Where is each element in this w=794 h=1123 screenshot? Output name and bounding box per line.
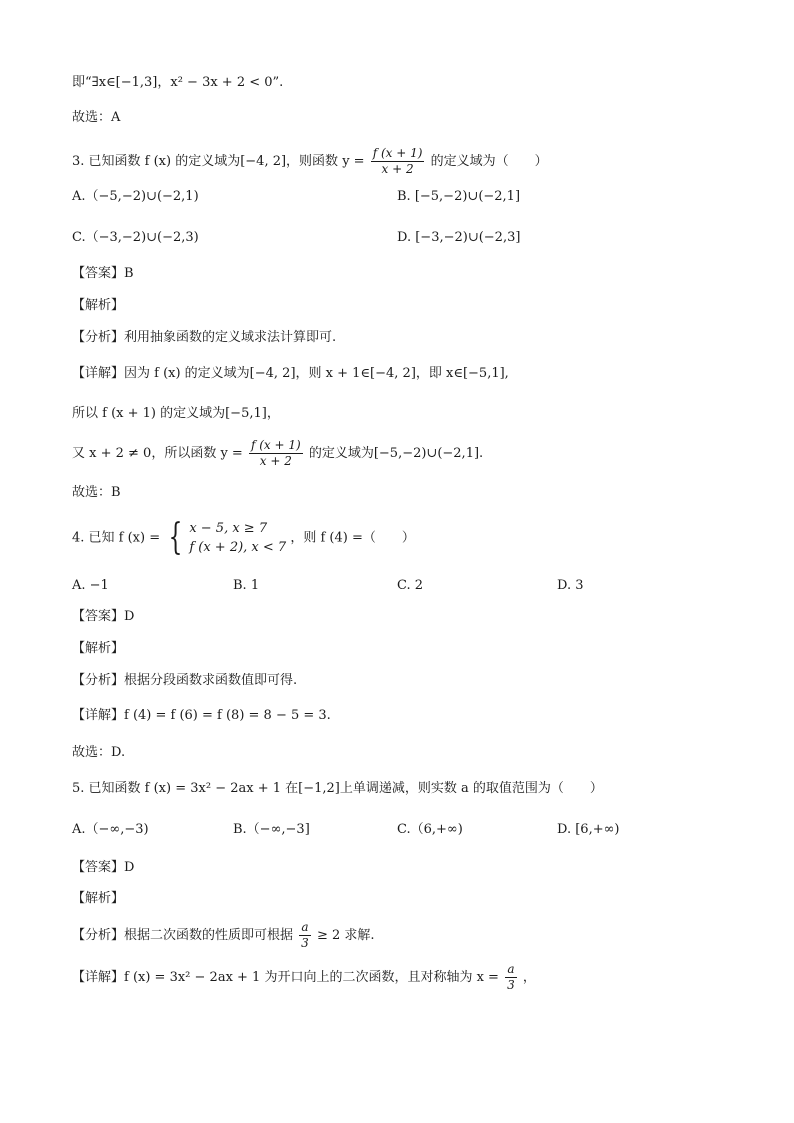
q5-detail-fraction <box>505 962 517 993</box>
q4-detail: 【详解】f (4) = f (6) = f (8) = 8 − 5 = 3. <box>72 708 331 723</box>
q3-detail-1: 【详解】因为 f (x) 的定义域为[−4, 2]，则 x + 1∈[−4, 2]，即 x∈[−5,1], <box>72 366 509 381</box>
q4-answer: 【答案】D <box>72 609 135 624</box>
q5-detail <box>72 962 536 993</box>
q4-piecewise-cases <box>189 519 286 557</box>
q5-detail-text: 【详解】f (x) = 3x² − 2ax + 1 为开口向上的二次函数，且对称轴为 x = <box>72 970 499 985</box>
q5-detail-tail: ， <box>522 970 536 985</box>
q4-case-2: f (x + 2), x < 7 <box>189 540 287 555</box>
q3-option-d: D. [−3,−2)∪(−2,3] <box>397 230 521 245</box>
q5-analysis-fraction-numerator: a <box>299 920 311 936</box>
q3-option-c: C.（−3,−2)∪(−2,3) <box>72 230 199 245</box>
q5-jiexi: 【解析】 <box>72 891 125 906</box>
q5-stem: 5. 已知函数 f (x) = 3x² − 2ax + 1 在[−1,2]上单调递减，则实数 a 的取值范围为（ ） <box>72 781 603 796</box>
q5-option-c: C.（6,+∞) <box>397 822 463 837</box>
q3-stem <box>72 146 548 177</box>
q4-jiexi: 【解析】 <box>72 641 125 656</box>
piecewise-brace: { <box>168 517 183 558</box>
q4-stem-text: 4. 已知 f (x) = <box>72 530 161 546</box>
q5-detail-fraction-numerator: a <box>505 962 517 978</box>
q5-analysis-fraction-denominator: 3 <box>301 936 309 950</box>
q4-case-1: x − 5, x ≥ 7 <box>189 521 268 536</box>
prev-solution-line: 即“∃x∈[−1,3]，x² − 3x + 2 < 0”. <box>72 75 284 90</box>
q3-detail-fraction-denominator: x + 2 <box>259 454 292 468</box>
q3-stem-tail: 的定义域为（ ） <box>430 154 548 169</box>
q3-fraction-numerator: f (x + 1) <box>372 146 423 160</box>
q3-answer: 【答案】B <box>72 266 134 281</box>
q5-detail-fraction-denominator: 3 <box>507 978 515 992</box>
q3-detail-fraction <box>249 438 303 469</box>
q4-analysis: 【分析】根据分段函数求函数值即可得. <box>72 673 298 688</box>
q4-stem <box>72 518 415 558</box>
q3-detail-2: 所以 f (x + 1) 的定义域为[−5,1]， <box>72 406 280 421</box>
q4-stem-tail: ，则 f (4) =（ ） <box>290 530 415 546</box>
q5-analysis-text: 【分析】根据二次函数的性质即可根据 <box>72 928 294 943</box>
q3-detail-3-text: 又 x + 2 ≠ 0，所以函数 y = <box>72 446 243 461</box>
q5-analysis <box>72 920 375 951</box>
q5-answer: 【答案】D <box>72 860 135 875</box>
q4-option-a: A. −1 <box>72 578 109 593</box>
q3-detail-fraction-numerator: f (x + 1) <box>250 438 301 452</box>
q5-option-b: B.（−∞,−3] <box>233 822 310 837</box>
q4-option-d: D. 3 <box>557 578 584 593</box>
q4-choice: 故选：D. <box>72 745 126 760</box>
q3-detail-3 <box>72 438 483 469</box>
q3-option-b: B. [−5,−2)∪(−2,1] <box>397 189 521 204</box>
q3-fraction <box>371 146 425 177</box>
q5-option-a: A.（−∞,−3) <box>72 822 149 837</box>
q4-option-c: C. 2 <box>397 578 424 593</box>
q3-choice: 故选：B <box>72 485 121 500</box>
q5-analysis-tail: ≥ 2 求解. <box>316 928 375 943</box>
q4-option-b: B. 1 <box>233 578 260 593</box>
q3-analysis: 【分析】利用抽象函数的定义域求法计算即可. <box>72 330 337 345</box>
q3-option-a: A.（−5,−2)∪(−2,1) <box>72 189 199 204</box>
prev-choice: 故选：A <box>72 110 121 125</box>
q5-analysis-fraction <box>299 920 311 951</box>
q3-fraction-denominator: x + 2 <box>381 162 414 176</box>
q3-jiexi: 【解析】 <box>72 298 125 313</box>
q5-option-d: D. [6,+∞) <box>557 822 620 837</box>
q3-detail-3-tail: 的定义域为[−5,−2)∪(−2,1]. <box>308 446 484 461</box>
q3-stem-text: 3. 已知函数 f (x) 的定义域为[−4, 2]，则函数 y = <box>72 154 365 169</box>
